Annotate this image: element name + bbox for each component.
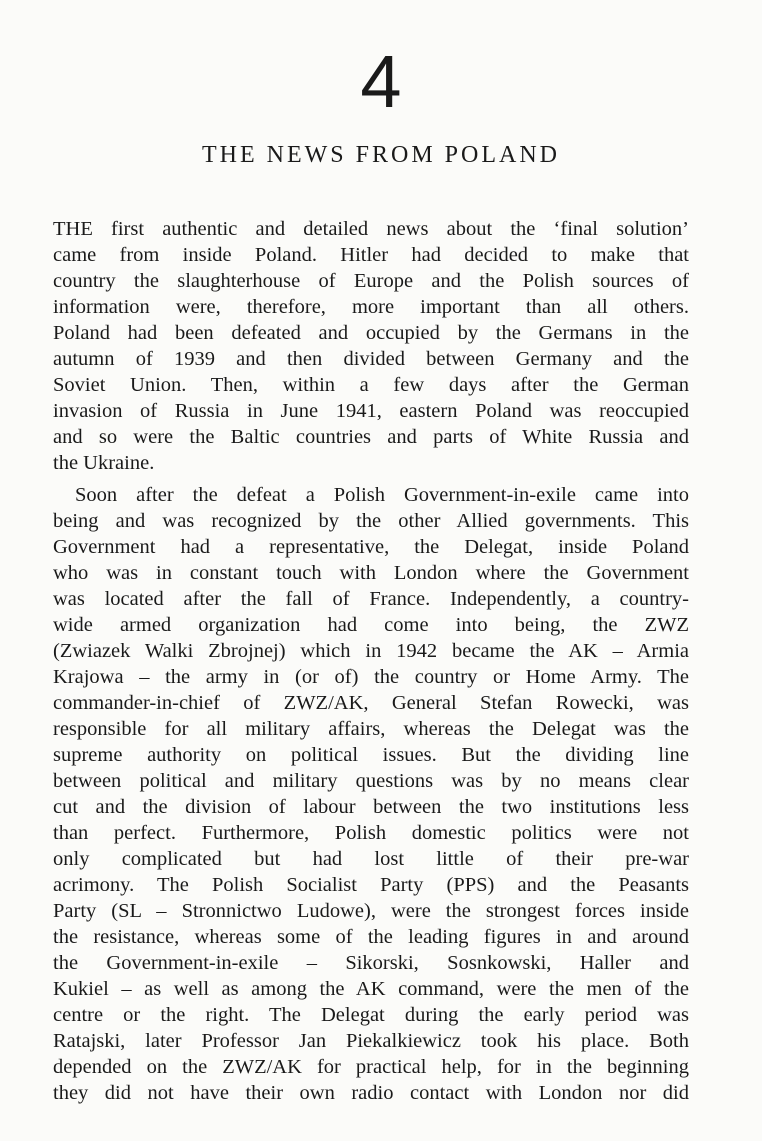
text-line: Ratajski, later Professor Jan Piekalkiewicz took his place. Both <box>53 1030 689 1052</box>
text-line: between political and military questions was by no means clear <box>53 770 689 792</box>
text-line: they did not have their own radio contact with London nor did <box>53 1082 689 1104</box>
text-line: (Zwiazek Walki Zbrojnej) which in 1942 became the AK – Armia <box>53 640 689 662</box>
text-line: was located after the fall of France. Independently, a country- <box>53 588 689 610</box>
text-line: centre or the right. The Delegat during the early period was <box>53 1004 689 1026</box>
text-line: being and was recognized by the other Allied governments. This <box>53 510 689 532</box>
text-line: and so were the Baltic countries and parts of White Russia and <box>53 426 689 448</box>
chapter-title: THE NEWS FROM POLAND <box>201 142 560 168</box>
text-line: commander-in-chief of ZWZ/AK, General Stefan Rowecki, was <box>53 692 689 714</box>
text-line: responsible for all military affairs, whereas the Delegat was the <box>53 718 689 740</box>
text-line: the Government-in-exile – Sikorski, Sosnkowski, Haller and <box>53 952 689 974</box>
text-line: only complicated but had lost little of their pre-war <box>53 848 689 870</box>
text-line: Party (SL – Stronnictwo Ludowe), were the strongest forces inside <box>53 900 689 922</box>
text-line: came from inside Poland. Hitler had decided to make that <box>53 244 689 266</box>
text-line: acrimony. The Polish Socialist Party (PPS) and the Peasants <box>53 874 689 896</box>
text-line: information were, therefore, more important than all others. <box>53 296 689 318</box>
text-line: wide armed organization had come into being, the ZWZ <box>53 614 689 636</box>
text-line: THE first authentic and detailed news about the ‘final solution’ <box>53 218 689 240</box>
text-line: who was in constant touch with London where the Government <box>53 562 689 584</box>
text-line: Soviet Union. Then, within a few days after the German <box>53 374 689 396</box>
text-line: Soon after the defeat a Polish Government-in-exile came into <box>75 484 689 506</box>
text-line: the Ukraine. <box>53 452 155 474</box>
text-line: supreme authority on political issues. But the dividing line <box>53 744 689 766</box>
text-line: the resistance, whereas some of the leading figures in and around <box>53 926 689 948</box>
text-line: Government had a representative, the Delegat, inside Poland <box>53 536 689 558</box>
text-line: Poland had been defeated and occupied by the Germans in the <box>53 322 689 344</box>
text-line: country the slaughterhouse of Europe and the Polish sources of <box>53 270 689 292</box>
text-line: Krajowa – the army in (or of) the country or Home Army. The <box>53 666 689 688</box>
text-line: depended on the ZWZ/AK for practical help, for in the beginning <box>53 1056 689 1078</box>
text-line: than perfect. Furthermore, Polish domestic politics were not <box>53 822 689 844</box>
chapter-number: 4 <box>360 40 402 123</box>
text-line: autumn of 1939 and then divided between Germany and the <box>53 348 689 370</box>
text-line: invasion of Russia in June 1941, eastern Poland was reoccupied <box>53 400 689 422</box>
text-line: Kukiel – as well as among the AK command, were the men of the <box>53 978 689 1000</box>
text-line: cut and the division of labour between the two institutions less <box>53 796 689 818</box>
